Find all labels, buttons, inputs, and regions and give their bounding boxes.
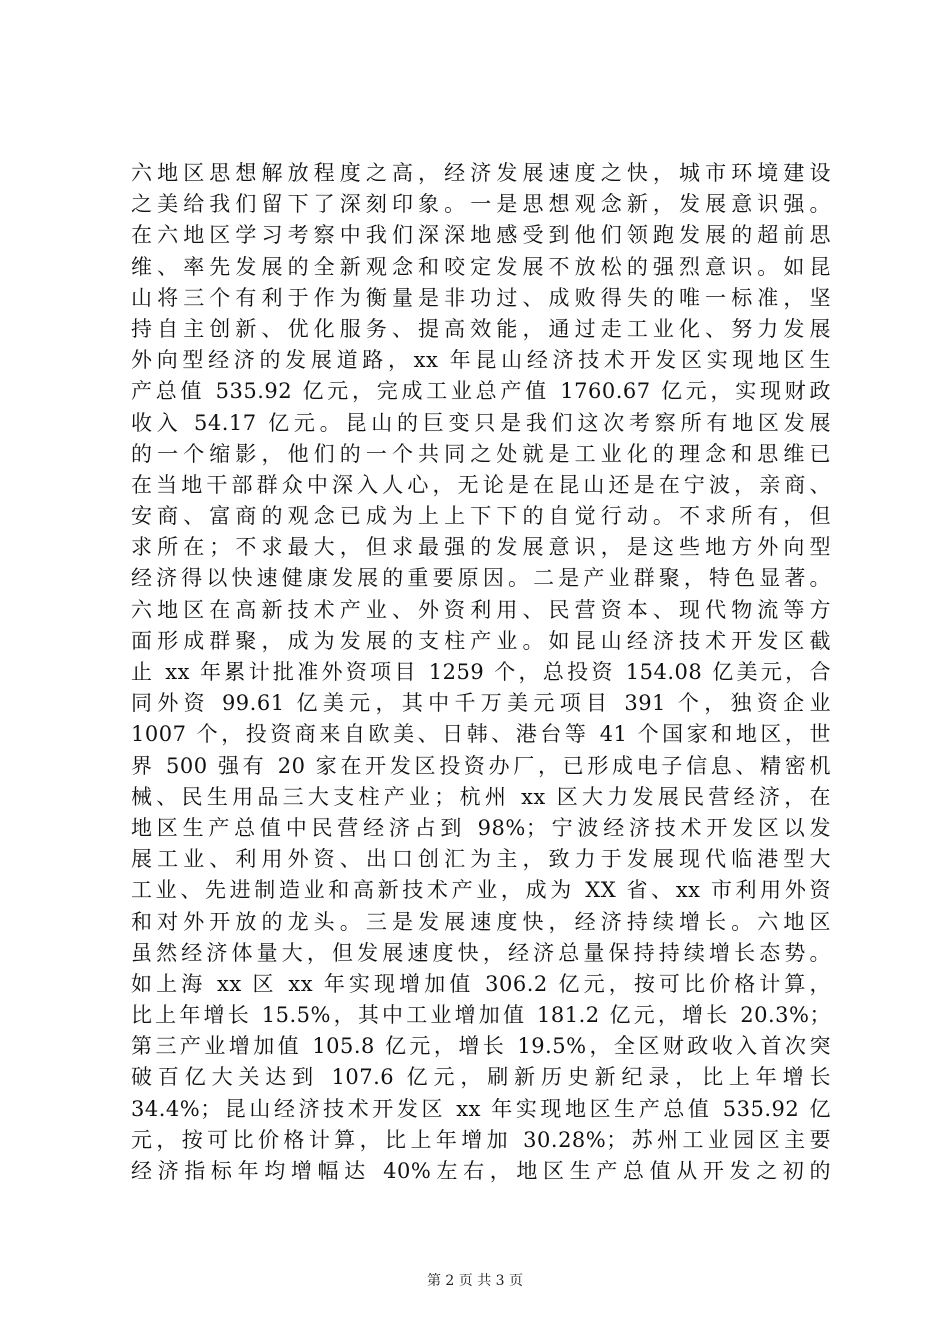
- body-text: [131, 158, 831, 1187]
- text-line: 安商、富商的观念已成为上上下下的自觉行动。不求所有，但: [131, 504, 831, 529]
- text-line: 经济指标年均增幅达 40%左右，地区生产总值从开发之初的: [131, 1159, 831, 1183]
- text-line: 械、民生用品三大支柱产业；杭州 xx 区大力发展民营经济，在: [131, 784, 831, 809]
- text-line: 维、率先发展的全新观念和咬定发展不放松的强烈意识。如昆: [131, 254, 831, 279]
- text-line: 山将三个有利于作为衡量是非功过、成败得失的唯一标准，坚: [131, 285, 831, 310]
- text-line: 持自主创新、优化服务、提高效能，通过走工业化、努力发展: [131, 316, 831, 341]
- page-number-label: 第 2 页 共 3 页: [426, 1273, 524, 1289]
- text-line: 经济得以快速健康发展的重要原因。二是产业群聚，特色显著。: [131, 566, 831, 591]
- text-line: 六地区在高新技术产业、外资利用、民营资本、现代物流等方: [131, 597, 831, 622]
- text-line: 面形成群聚，成为发展的支柱产业。如昆山经济技术开发区截: [131, 628, 831, 653]
- text-line: 外向型经济的发展道路，xx 年昆山经济技术开发区实现地区生: [131, 348, 831, 373]
- text-line: 之美给我们留下了深刻印象。一是思想观念新，发展意识强。: [131, 192, 831, 217]
- page-footer: [0, 1271, 950, 1291]
- text-line: 破百亿大关达到 107.6 亿元，刷新历史新纪录，比上年增长: [131, 1065, 831, 1090]
- text-line: 如上海 xx 区 xx 年实现增加值 306.2 亿元，按可比价格计算，: [131, 971, 831, 996]
- text-line: 地区生产总值中民营经济占到 98%；宁波经济技术开发区以发: [131, 815, 831, 840]
- text-line: 虽然经济体量大，但发展速度快，经济总量保持持续增长态势。: [131, 940, 831, 965]
- text-line: 的一个缩影，他们的一个共同之处就是工业化的理念和思维已: [131, 441, 831, 466]
- text-line: 工业、先进制造业和高新技术产业，成为 XX 省、xx 市利用外资: [131, 878, 831, 903]
- text-line: 在当地干部群众中深入人心，无论是在昆山还是在宁波，亲商、: [131, 472, 831, 497]
- text-line: 同外资 99.61 亿美元，其中千万美元项目 391 个，独资企业: [131, 691, 831, 716]
- text-line: 第三产业增加值 105.8 亿元，增长 19.5%，全区财政收入首次突: [131, 1034, 831, 1059]
- text-line: 在六地区学习考察中我们深深地感受到他们领跑发展的超前思: [131, 223, 831, 248]
- text-line: 元，按可比价格计算，比上年增加 30.28%；苏州工业园区主要: [131, 1127, 831, 1152]
- text-line: 求所在；不求最大，但求最强的发展意识，是这些地方外向型: [131, 535, 831, 560]
- text-line: 1007 个，投资商来自欧美、日韩、港台等 41 个国家和地区，世: [131, 722, 831, 747]
- text-line: 展工业、利用外资、出口创汇为主，致力于发展现代临港型大: [131, 847, 831, 872]
- text-line: 界 500 强有 20 家在开发区投资办厂，已形成电子信息、精密机: [131, 753, 831, 778]
- text-line: 止 xx 年累计批准外资项目 1259 个，总投资 154.08 亿美元，合: [131, 660, 831, 684]
- text-line: 34.4%；昆山经济技术开发区 xx 年实现地区生产总值 535.92 亿: [131, 1096, 831, 1121]
- text-line: 和对外开放的龙头。三是发展速度快，经济持续增长。六地区: [131, 909, 831, 934]
- text-line: 收入 54.17 亿元。昆山的巨变只是我们这次考察所有地区发展: [131, 410, 831, 435]
- text-line: 产总值 535.92 亿元，完成工业总产值 1760.67 亿元，实现财政: [131, 379, 831, 404]
- text-line: 六地区思想解放程度之高，经济发展速度之快，城市环境建设: [131, 161, 831, 185]
- text-line: 比上年增长 15.5%，其中工业增加值 181.2 亿元，增长 20.3%；: [131, 1003, 831, 1028]
